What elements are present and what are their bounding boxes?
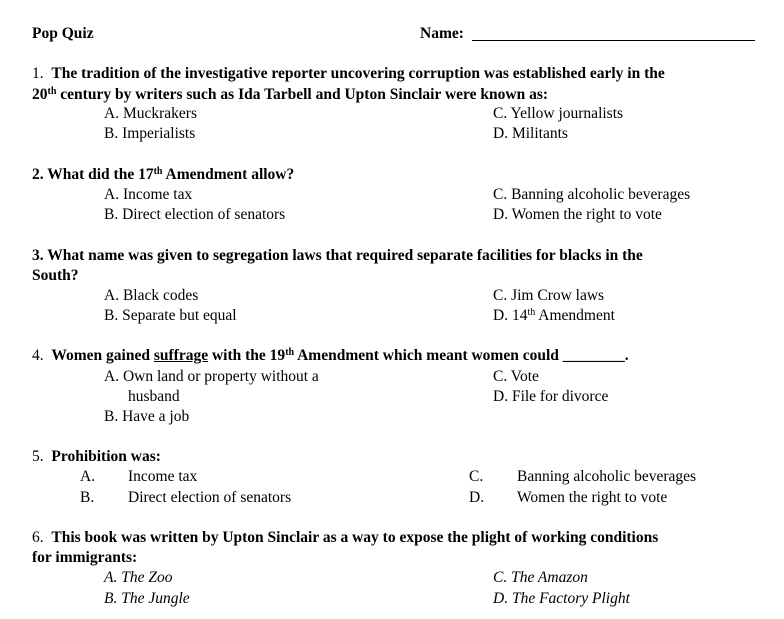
q4-option-c: C. Vote (493, 368, 539, 385)
q4-option-b: B. Have a job (104, 408, 190, 425)
q5-option-b: Direct election of senators (128, 489, 292, 506)
name-label: Name: (420, 25, 464, 42)
question-2: 2. What did the 17th Amendment allow? (32, 166, 295, 183)
q4-option-a-line-2: husband (128, 388, 180, 405)
q3-option-d: D. 14th Amendment (493, 307, 615, 324)
question-1-line-1: 1. The tradition of the investigative reporter uncovering corruption was established early in the (32, 65, 665, 82)
q2-option-a: A. Income tax (104, 186, 193, 203)
q3-option-a: A. Black codes (104, 287, 199, 304)
question-6-line-1: 6. This book was written by Upton Sinclair as a way to expose the plight of working conditions (32, 529, 659, 546)
q4-option-a-line-1: A. Own land or property without a (104, 368, 319, 385)
question-4: 4. Women gained suffrage with the 19th Amendment which meant women could ________. (32, 347, 629, 364)
underlined-term: suffrage (153, 347, 209, 364)
q2-option-d: D. Women the right to vote (493, 206, 662, 223)
q5-option-c: Banning alcoholic beverages (517, 468, 697, 485)
q3-option-b: B. Separate but equal (104, 307, 237, 324)
q1-option-c: C. Yellow journalists (493, 105, 624, 122)
question-5-number: 5. (32, 448, 44, 465)
q6-option-c: C. The Amazon (493, 569, 588, 586)
q3-option-c: C. Jim Crow laws (493, 287, 605, 304)
q5-option-a-letter: A. (80, 468, 96, 485)
question-4-number: 4. (32, 347, 44, 364)
question-5: 5. Prohibition was: (32, 448, 161, 465)
question-3-line-1: 3. What name was given to segregation laws that required separate facilities for blacks in the (32, 247, 643, 264)
question-3-line-2: South? (32, 267, 79, 284)
name-blank-line (472, 40, 755, 41)
q2-option-b: B. Direct election of senators (104, 206, 286, 223)
q1-option-b: B. Imperialists (104, 125, 196, 142)
q5-option-b-letter: B. (80, 489, 95, 506)
q1-option-d: D. Militants (493, 125, 568, 142)
q5-option-a: Income tax (128, 468, 198, 485)
q4-option-d: D. File for divorce (493, 388, 609, 405)
q6-option-a: A. The Zoo (104, 569, 173, 586)
q2-option-c: C. Banning alcoholic beverages (493, 186, 691, 203)
question-1-line-2: 20th century by writers such as Ida Tarbell and Upton Sinclair were known as: (32, 86, 549, 103)
question-6-number: 6. (32, 529, 44, 546)
q1-option-a: A. Muckrakers (104, 105, 197, 122)
quiz-title: Pop Quiz (32, 25, 94, 42)
q5-option-d-letter: D. (469, 489, 485, 506)
q5-option-c-letter: C. (469, 468, 484, 485)
question-6-line-2: for immigrants: (32, 549, 138, 566)
q5-option-d: Women the right to vote (517, 489, 668, 506)
question-1-number: 1. (32, 65, 44, 82)
q6-option-d: D. The Factory Plight (493, 590, 630, 607)
q6-option-b: B. The Jungle (104, 590, 190, 607)
